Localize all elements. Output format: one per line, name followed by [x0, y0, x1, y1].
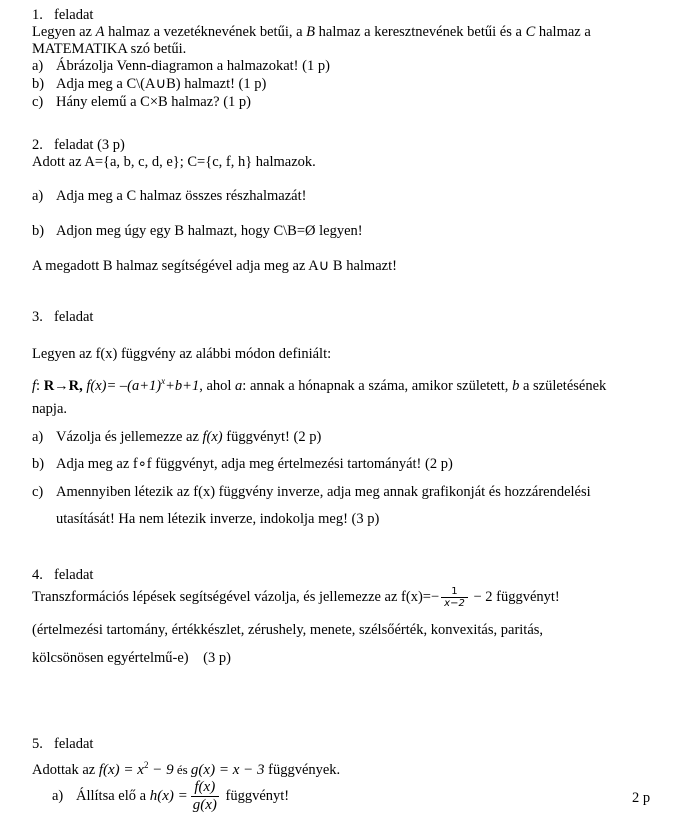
f-definition-rest: − 9	[148, 761, 174, 778]
func-formula-rest: +b+1	[165, 377, 200, 394]
item-label: a)	[32, 188, 44, 204]
task1-title: feladat	[54, 7, 94, 23]
task4-intro-text: Transzformációs lépések segítségével vázolja, és jellemezze az f(x)=−	[32, 589, 440, 605]
f-definition: f(x) = x	[98, 761, 144, 778]
var-a: a	[235, 377, 243, 394]
task3-intro: Legyen az f(x) függvény az alábbi módon definiált:	[32, 346, 332, 362]
task1-intro-line2: MATEMATIKA szó betűi.	[32, 41, 187, 57]
task1-heading	[32, 6, 93, 24]
item-text: Hány elemű a C×B halmaz? (1 p)	[56, 94, 251, 110]
task2-item-a	[32, 187, 306, 205]
def-text: , ahol	[199, 377, 236, 394]
h-numerator: f(x)	[191, 779, 219, 797]
task3-item-c-line2: utasítását! Ha nem létezik inverze, indokolja meg! (3 p)	[56, 511, 380, 527]
task1-intro-text: Legyen az	[32, 24, 96, 40]
item-text: Adja meg az f∘f függvényt, adja meg értelmezési tartományát! (2 p)	[56, 456, 453, 472]
item-text: Adjon meg úgy egy B halmazt, hogy C\B=Ø legyen!	[56, 223, 363, 239]
fraction	[441, 586, 468, 609]
task2-heading	[32, 136, 125, 154]
task3-title: feladat	[54, 309, 94, 325]
set-a-symbol: A	[95, 24, 105, 40]
task4-intro-text: − 2 függvényt!	[469, 589, 560, 605]
task3-definition	[32, 372, 606, 395]
task3-heading	[32, 308, 93, 326]
task3-item-a	[32, 428, 321, 446]
task3-item-b	[32, 455, 453, 473]
task5-item-a-points: 2 p	[632, 790, 651, 806]
item-text: függvényt!	[221, 788, 290, 804]
fraction-denominator: x−2	[444, 598, 465, 610]
item-label: c)	[32, 94, 44, 110]
item-text: Vázolja és jellemezze az	[56, 429, 203, 445]
set-c-symbol: C	[525, 24, 536, 40]
func-domain: R→R,	[43, 377, 83, 394]
item-label: c)	[32, 484, 44, 500]
task1-item-b	[32, 75, 266, 93]
task5-title: feladat	[54, 736, 94, 752]
item-text: függvényt! (2 p)	[222, 429, 322, 445]
task1-number: 1.	[32, 7, 43, 23]
task5-item-a	[52, 776, 289, 816]
task4-intro	[32, 583, 560, 611]
func-formula: f(x)= –(a+1)	[82, 377, 162, 394]
item-text: Adja meg a C halmaz összes részhalmazát!	[56, 188, 307, 204]
item-text: Amennyiben létezik az f(x) függvény inverze, adja meg annak grafikonját és hozzárendelési	[56, 484, 591, 500]
task1-intro-text: halmaz a vezetéknevének betűi, a	[104, 24, 307, 40]
def-text: :	[36, 377, 44, 394]
var-b: b	[512, 377, 520, 394]
g-definition: g(x) = x − 3	[190, 761, 265, 778]
task4-line3: kölcsönösen egyértelmű-e) (3 p)	[32, 650, 231, 666]
def-text: : annak a hónapnak a száma, amikor született,	[242, 377, 513, 394]
task1-intro-text: halmaz a	[535, 24, 591, 40]
f-exponent: 2	[143, 760, 149, 770]
task3-definition-line2: napja.	[32, 401, 68, 417]
def-text: a születésének	[519, 377, 607, 394]
task1-item-a	[32, 57, 330, 75]
task2-intro: Adott az A={a, b, c, d, e}; C={c, f, h} halmazok.	[32, 154, 316, 170]
task2-closing: A megadott B halmaz segítségével adja meg az A∪ B halmazt!	[32, 258, 397, 274]
task4-number: 4.	[32, 567, 43, 583]
task2-title: feladat (3 p)	[54, 137, 125, 153]
task5-heading	[32, 735, 93, 753]
task4-line2: (értelmezési tartomány, értékkészlet, zérushely, menete, szélsőérték, konvexitás, paritás,	[32, 622, 544, 638]
item-func: f(x)	[202, 429, 223, 445]
item-text: Állítsa elő a	[76, 788, 150, 804]
item-label: a)	[52, 788, 64, 804]
task3-number: 3.	[32, 309, 43, 325]
item-label: b)	[32, 456, 45, 472]
task3-item-c	[32, 483, 591, 501]
task1-intro-text: halmaz a keresztnevének betűi és a	[315, 24, 526, 40]
task4-heading	[32, 566, 93, 584]
item-label: a)	[32, 58, 44, 74]
task1-item-c	[32, 93, 251, 111]
h-fraction	[191, 779, 219, 814]
item-label: b)	[32, 223, 45, 239]
task5-intro-text: Adottak az	[32, 761, 99, 778]
task5-number: 5.	[32, 736, 43, 752]
item-text: Ábrázolja Venn-diagramon a halmazokat! (1 p)	[56, 58, 330, 74]
item-label: b)	[32, 76, 45, 92]
task1-intro	[32, 23, 591, 41]
fraction-numerator: 1	[441, 586, 468, 598]
set-b-symbol: B	[306, 24, 316, 40]
task5-intro-text: függvények.	[264, 761, 341, 778]
task5-intro-text: és	[173, 761, 191, 777]
task2-number: 2.	[32, 137, 43, 153]
task4-title: feladat	[54, 567, 94, 583]
func-name: f	[32, 377, 37, 394]
item-label: a)	[32, 429, 44, 445]
h-denominator: g(x)	[192, 797, 217, 814]
func-exponent: x	[161, 376, 166, 386]
item-text: Adja meg a C\(A∪B) halmazt! (1 p)	[56, 76, 267, 92]
task2-item-b	[32, 222, 363, 240]
h-definition: h(x) =	[149, 788, 188, 804]
